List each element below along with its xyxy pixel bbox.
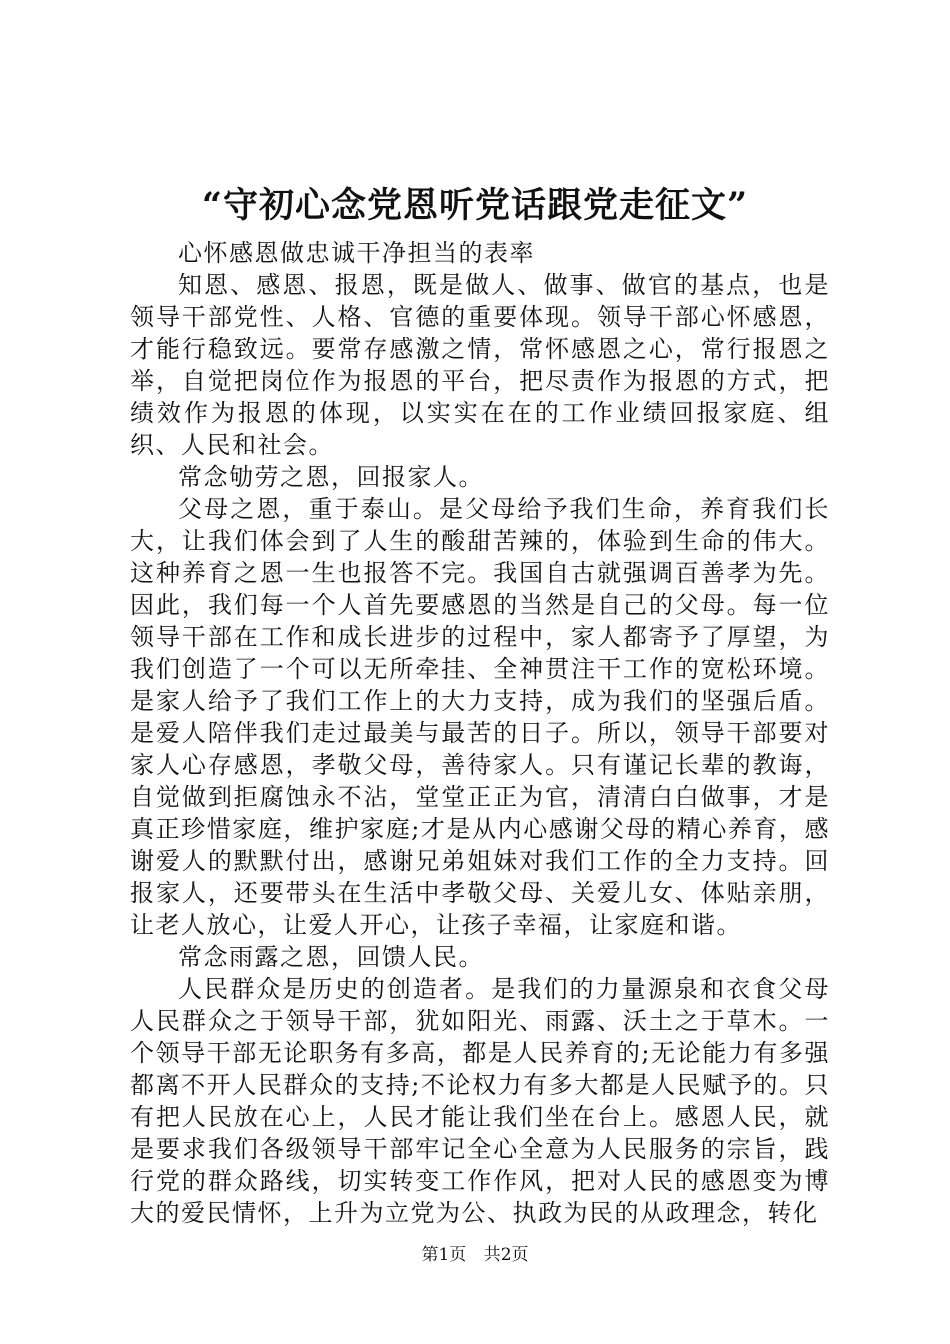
paragraph-subtitle: 心怀感恩做忠诚干净担当的表率	[178, 239, 535, 267]
paragraph-people: 人民群众是历史的创造者。是我们的力量源泉和衣食父母人民群众之于领导干部，犹如阳光、雨露、沃土之于草木。一个领导干部无论职务有多高，都是人民养育的;无论能力有多强都离不开人民群众的支持;不论权力有多大都是人民赋予的。只有把人民放在心上，人民才能让我们坐在台上。感恩人民，就是要求我们各级领导干部牢记全心全意为人民服务的宗旨，践行党的群众路线，切实转变工作作风，把对人民的感恩变为博大的爱民情怀，上升为立党为公、执政为民的从政理念，转化	[130, 975, 830, 1227]
paragraph-intro: 知恩、感恩、报恩，既是做人、做事、做官的基点，也是领导干部党性、人格、官德的重要体现。领导干部心怀感恩，才能行稳致远。要常存感激之情，常怀感恩之心，常行报恩之举，自觉把岗位作为报恩的平台，把尽责作为报恩的方式，把绩效作为报恩的体现，以实实在在的工作业绩回报家庭、组织、人民和社会。	[130, 271, 830, 459]
document-title: “守初心念党恩听党话跟党走征文”	[201, 185, 749, 226]
page-footer	[0, 1244, 950, 1266]
paragraph-heading-family: 常念劬劳之恩，回报家人。	[178, 463, 484, 491]
document-body	[130, 237, 830, 1229]
page-number: 第1页	[421, 1245, 467, 1265]
page-total: 共2页	[483, 1245, 529, 1265]
paragraph-heading-people: 常念雨露之恩，回馈人民。	[178, 943, 484, 971]
paragraph-family: 父母之恩，重于泰山。是父母给予我们生命，养育我们长大，让我们体会到了人生的酸甜苦辣的，体验到生命的伟大。这种养育之恩一生也报答不完。我国自古就强调百善孝为先。因此，我们每一个人首先要感恩的当然是自己的父母。每一位领导干部在工作和成长进步的过程中，家人都寄予了厚望，为我们创造了一个可以无所牵挂、全神贯注干工作的宽松环境。是家人给予了我们工作上的大力支持，成为我们的坚强后盾。是爱人陪伴我们走过最美与最苦的日子。所以，领导干部要对家人心存感恩，孝敬父母，善待家人。只有谨记长辈的教诲，自觉做到拒腐蚀永不沾，堂堂正正为官，清清白白做事，才是真正珍惜家庭，维护家庭;才是从内心感谢父母的精心养育，感谢爱人的默默付出，感谢兄弟姐妹对我们工作的全力支持。回报家人，还要带头在生活中孝敬父母、关爱儿女、体贴亲朋，让老人放心，让爱人开心，让孩子幸福，让家庭和谐。	[130, 495, 830, 939]
